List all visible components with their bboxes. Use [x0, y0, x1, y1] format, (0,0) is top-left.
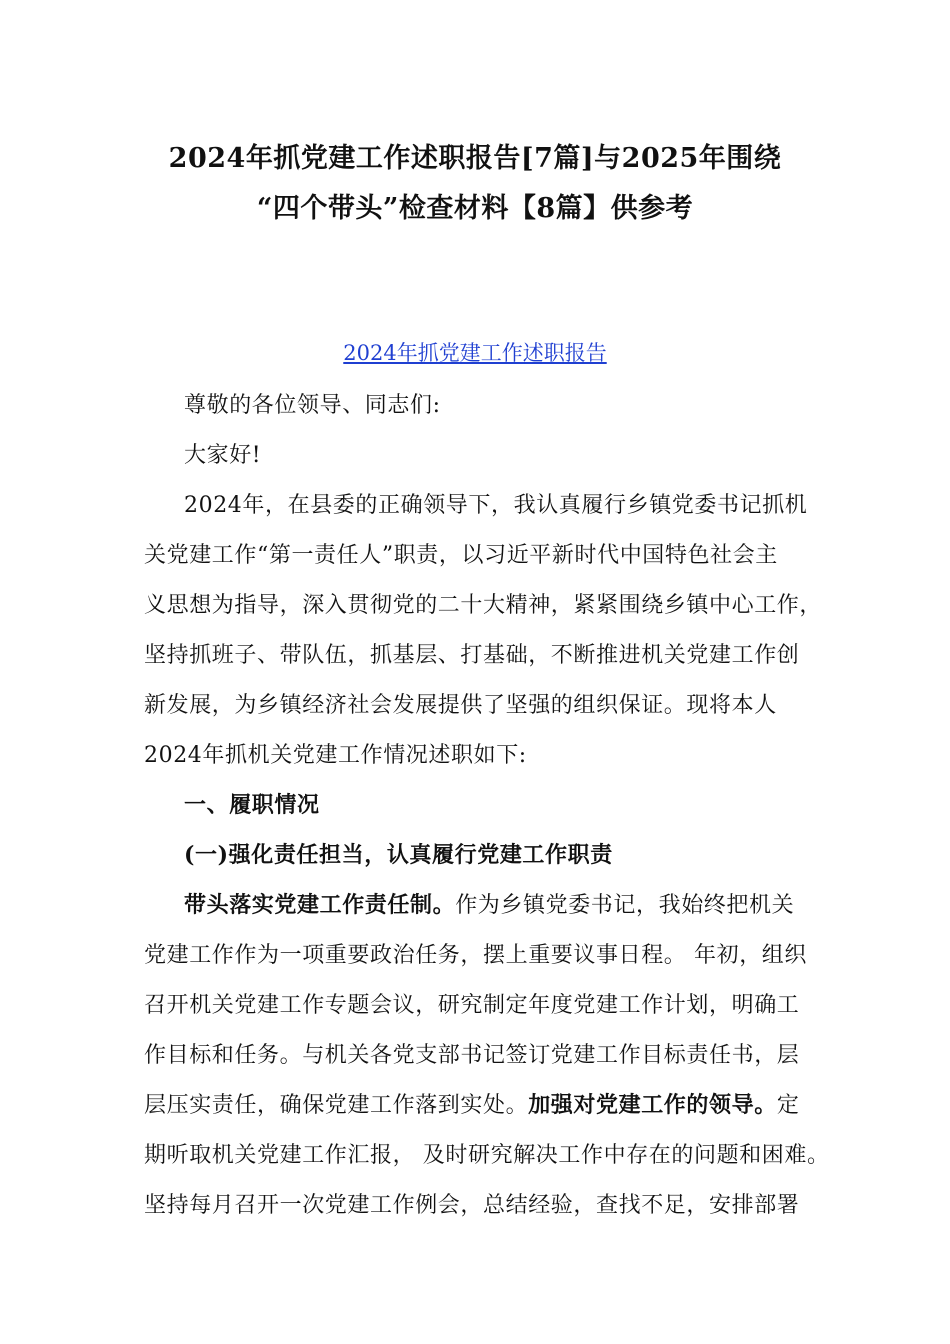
- paragraph-1-line-1: 2024年，在县委的正确领导下，我认真履行乡镇党委书记抓机: [184, 493, 808, 518]
- paragraph-2-line-5-bold: 加强对党建工作的领导。: [528, 1092, 777, 1118]
- paragraph-2-line-4: 作目标和任务。与机关各党支部书记签订党建工作目标责任书，层: [144, 1043, 800, 1068]
- paragraph-2-line-7: 坚持每月召开一次党建工作例会，总结经验，查找不足，安排部署: [144, 1193, 800, 1218]
- heading-level-2: (一)强化责任担当，认真履行党建工作职责: [184, 842, 613, 868]
- paragraph-1-line-5: 新发展，为乡镇经济社会发展提供了坚强的组织保证。现将本人: [144, 693, 777, 718]
- paragraph-1-line-6: 2024年抓机关党建工作情况述职如下:: [144, 743, 527, 768]
- paragraph-2-line-6: 期听取机关党建工作汇报， 及时研究解决工作中存在的问题和困难。: [144, 1143, 830, 1168]
- paragraph-1-line-4: 坚持抓班子、带队伍，抓基层、打基础，不断推进机关党建工作创: [144, 643, 800, 668]
- paragraph-2-lead-bold: 带头落实党建工作责任制。: [184, 892, 456, 918]
- section-title-link[interactable]: 2024年抓党建工作述职报告: [343, 341, 607, 365]
- paragraph-2-line-5: [144, 1088, 799, 1119]
- salutation: 大家好!: [184, 443, 262, 468]
- paragraph-2-lead-rest: 作为乡镇党委书记，我始终把机关: [455, 893, 795, 918]
- heading-level-1: 一、履职情况: [184, 792, 320, 818]
- document-title-line-2: “四个带头”检查材料【8篇】供参考: [256, 193, 694, 224]
- paragraph-2-line-3: 召开机关党建工作专题会议，研究制定年度党建工作计划，明确工: [144, 993, 800, 1018]
- paragraph-2-line-1: [184, 888, 794, 919]
- paragraph-2-line-2: 党建工作作为一项重要政治任务，摆上重要议事日程。 年初，组织: [144, 943, 807, 968]
- greeting: 尊敬的各位领导、同志们:: [184, 393, 441, 418]
- paragraph-1-line-3: 义思想为指导，深入贯彻党的二十大精神，紧紧围绕乡镇中心工作，: [144, 593, 823, 618]
- paragraph-1-line-2: 关党建工作“第一责任人”职责，以习近平新时代中国特色社会主: [144, 543, 778, 568]
- paragraph-2-line-5-pre: 层压实责任，确保党建工作落到实处。: [144, 1093, 529, 1118]
- document-title-line-1: 2024年抓党建工作述职报告[7篇]与2025年围绕: [168, 143, 782, 174]
- paragraph-2-line-5-post: 定: [776, 1093, 800, 1118]
